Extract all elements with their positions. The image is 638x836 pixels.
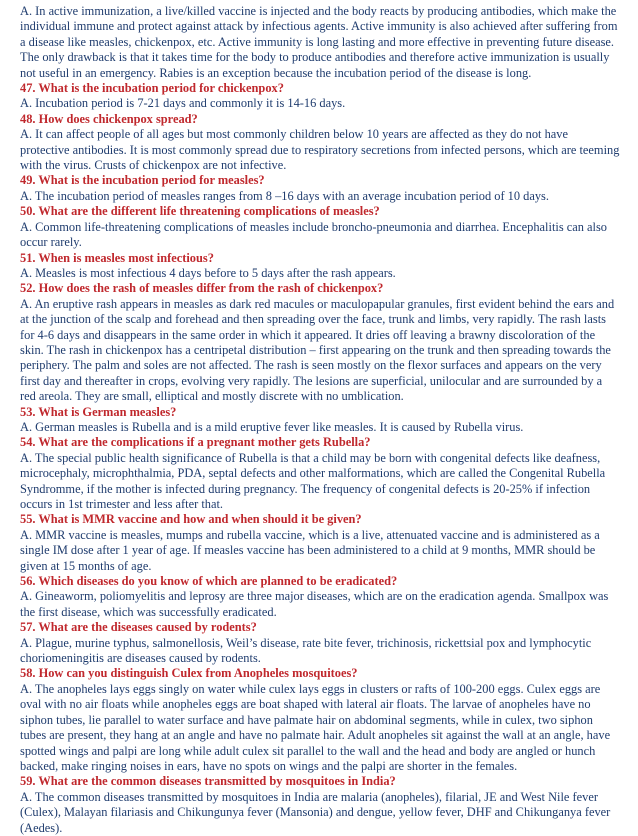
- question-heading: 59. What are the common diseases transmitted by mosquitoes in India?: [20, 774, 396, 789]
- answer-text: A. In active immunization, a live/killed vaccine is injected and the body reacts by producing antibodies, which make the individual immune and protect against attack by infectious agents. Active immunity is also achieved after suffering from a disease like measles, chickenpox, etc. Active immunity is long lasting and more effective in preventing future disease. The only drawback is that it takes time for the body to produce antibodies and therefore active immunization is usually not useful in an emergency. Rabies is an exception because the incubation period of the disease is long.: [20, 4, 618, 80]
- answer-text: A. Gineaworm, poliomyelitis and leprosy are three major diseases, which are on the eradication agenda. Smallpox was the first disease, which was successfully eradicated.: [20, 589, 609, 619]
- question-heading: 58. How can you distinguish Culex from Anopheles mosquitoes?: [20, 666, 358, 681]
- question-heading: 48. How does chickenpox spread?: [20, 111, 198, 126]
- answer-text: A. Plague, murine typhus, salmonellosis, Weil’s disease, rate bite fever, trichinosis, rickettsial pox and lymphocytic choriomeningitis are diseases caused by rodents.: [20, 635, 592, 666]
- answer-text: A. German measles is Rubella and is a mild eruptive fever like measles. It is caused by Rubella virus.: [20, 419, 524, 434]
- question-heading: 47. What is the incubation period for chickenpox?: [20, 81, 284, 96]
- question-heading: 51. When is measles most infectious?: [20, 250, 214, 265]
- question-heading: 57. What are the diseases caused by rodents?: [20, 620, 257, 635]
- answer-text: A. Incubation period is 7-21 days and commonly it is 14-16 days.: [20, 96, 346, 111]
- question-heading: 52. How does the rash of measles differ from the rash of chickenpox?: [20, 281, 384, 296]
- qa-list: [20, 81, 620, 836]
- answer-text: A. The incubation period of measles ranges from 8 –16 days with an average incubation period of 10 days.: [20, 188, 549, 203]
- answer-text: A. An eruptive rash appears in measles as dark red macules or maculopapular granules, first evident behind the ears and at the junction of the scalp and forehead and then spreading over the face, trunk and limbs, very rapidly. The rash lasts for 4-6 days and disappears in the same order in which it appeared. It dries off leaving a brawny discoloration of the skin. The rash in chickenpox has a centripetal distribution – first appearing on the trunk and then spreading towards the periphery. The palm and soles are not affected. The rash is seen mostly on the flexor surfaces and appears on the very first day and thereafter in crops, evolving very rapidly. The lesions are superficial, unilocular and are surrounded by a red areola. They are small, elliptical and mostly discrete with no umblication.: [20, 296, 615, 404]
- question-heading: 55. What is MMR vaccine and how and when should it be given?: [20, 512, 362, 527]
- answer-text: A. MMR vaccine is measles, mumps and rubella vaccine, which is a live, attenuated vaccine and is administered as a single IM dose after 1 year of age. If measles vaccine has been administered to a child at 9 months, MMR should be given at 15 months of age.: [20, 527, 600, 573]
- answer-text: A. The common diseases transmitted by mosquitoes in India are malaria (anopheles), filarial, JE and West Nile fever (Culex), Malayan filariasis and Chikungunya fever (Mansonia) and dengue, yellow fever, DHF and Chikunganya fever (Aedes).: [20, 789, 611, 835]
- answer-text: A. The special public health significance of Rubella is that a child may be born with congenital defects like deafness, microcephaly, microphthalmia, PDA, septal defects and other malformations, which are called the Congenital Rubella Syndromme, if the mother is infected during pregnancy. The frequency of congenital defects is 20-25% if infection occurs in 1st trimester and less after that.: [20, 450, 606, 511]
- answer-text: A. Measles is most infectious 4 days before to 5 days after the rash appears.: [20, 265, 396, 280]
- question-heading: 53. What is German measles?: [20, 404, 177, 419]
- question-heading: 49. What is the incubation period for measles?: [20, 173, 265, 188]
- question-heading: 54. What are the complications if a pregnant mother gets Rubella?: [20, 435, 371, 450]
- answer-text: A. The anopheles lays eggs singly on water while culex lays eggs in clusters or rafts of 100-200 eggs. Culex eggs are oval with no air floats while anopheles eggs are boat shaped with lateral air floats. The larvae of anopheles have no siphon tubes, lie parallel to water surface and have palmate hair on abdominal segments, while in culex, two siphon tubes are present, they hang at an angle and have no palmate hair. Adult anopheles sit against the wall at an angle, have spotted wings and palpi are long while adult culex sit parallel to the wall and the head and body are angled or hunch backed, make ringing noises in ears, have no spots on wings and the palpi are shorter in the females.: [20, 681, 611, 773]
- answer-text: A. Common life-threatening complications of measles include broncho-pneumonia and diarrhea. Encephalitis can also occur rarely.: [20, 219, 607, 250]
- answer-text: A. It can affect people of all ages but most commonly children below 10 years are affected as they do not have protective antibodies. It is most commonly spread due to respiratory secretions from infected persons, which are teeming with the virus. Crusts of chickenpox are not infective.: [20, 127, 620, 173]
- question-heading: 50. What are the different life threatening complications of measles?: [20, 204, 380, 219]
- question-heading: 56. Which diseases do you know of which are planned to be eradicated?: [20, 574, 398, 589]
